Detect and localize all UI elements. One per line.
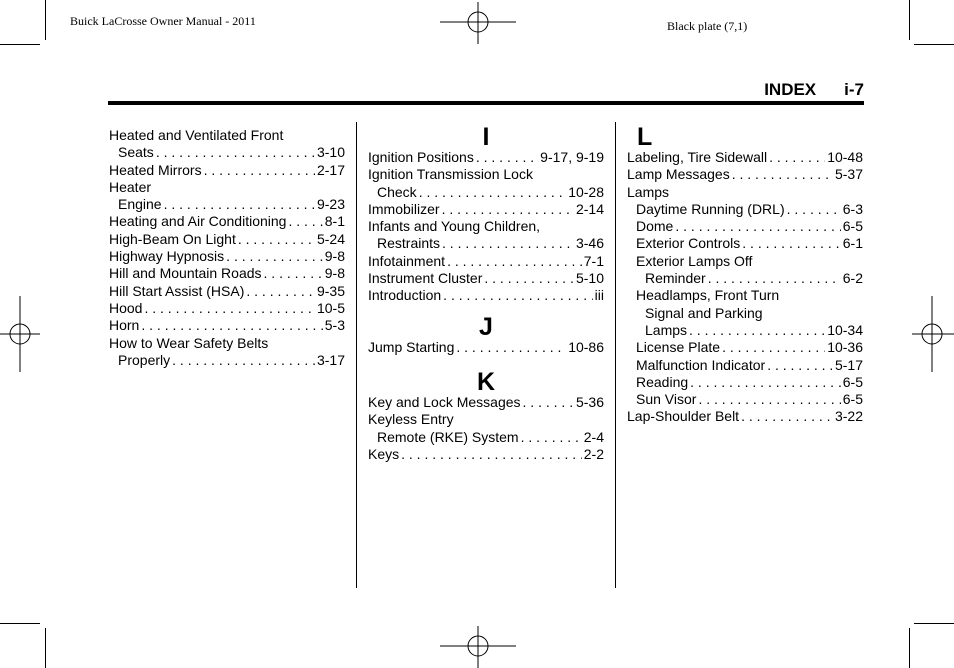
index-column-2 — [368, 125, 604, 463]
index-entry — [109, 335, 345, 352]
entry-page: 6-3 — [842, 200, 863, 217]
index-entry — [109, 162, 345, 179]
index-entry — [109, 248, 345, 265]
leader-dots — [288, 213, 322, 230]
section-heading — [764, 80, 864, 100]
crop-mark — [0, 44, 40, 45]
leader-dots — [484, 270, 574, 287]
entry-term: Highway Hypnosis — [109, 248, 225, 265]
leader-dots — [164, 196, 315, 213]
entry-term: Immobilizer — [368, 200, 440, 217]
entry-term: Ignition Transmission Lock — [368, 166, 533, 183]
leader-dots — [443, 287, 592, 304]
entry-page: 6-2 — [842, 270, 863, 287]
leader-dots — [238, 231, 315, 248]
entry-term: Keys — [368, 445, 400, 462]
entry-term: Jump Starting — [368, 338, 455, 355]
entry-term: Seats — [118, 144, 154, 161]
index-entry — [627, 287, 863, 304]
entry-page: 10-28 — [568, 183, 604, 200]
entry-term: Hill and Mountain Roads — [109, 265, 262, 282]
section-letter-i: I — [482, 123, 490, 151]
crop-mark — [909, 628, 910, 668]
entry-term: Horn — [109, 317, 140, 334]
crop-mark — [0, 623, 40, 624]
leader-dots — [442, 235, 574, 252]
section-l-entries — [627, 149, 863, 426]
crop-mark — [45, 0, 46, 40]
leader-dots — [204, 162, 315, 179]
index-entry — [109, 179, 345, 196]
index-entry — [368, 235, 604, 252]
entry-page: 5-37 — [834, 166, 863, 183]
leader-dots — [523, 394, 574, 411]
entry-term: Headlamps, Front Turn — [636, 287, 780, 304]
entry-term: Heating and Air Conditioning — [109, 213, 287, 230]
entry-term: Engine — [118, 196, 162, 213]
leader-dots — [741, 408, 833, 425]
leader-dots — [172, 352, 315, 369]
entry-term: Infants and Young Children, — [368, 218, 541, 235]
entry-term: Lamps — [645, 321, 688, 338]
index-entry — [627, 218, 863, 235]
entry-term: Sun Visor — [636, 391, 697, 408]
entry-page: 6-5 — [842, 373, 863, 390]
index-entry — [627, 408, 863, 425]
entry-page: 3-22 — [834, 408, 863, 425]
index-column-1 — [109, 127, 345, 369]
entry-page: 10-36 — [827, 339, 863, 356]
entry-term: Hood — [109, 299, 143, 316]
index-entry — [627, 357, 863, 374]
index-entry — [627, 184, 863, 201]
entry-page: 2-4 — [583, 428, 604, 445]
index-entry — [109, 213, 345, 230]
index-entry — [368, 184, 604, 201]
leader-dots — [769, 149, 825, 166]
index-entry — [627, 253, 863, 270]
index-entry — [368, 270, 604, 287]
entry-page: 6-5 — [842, 391, 863, 408]
plate-label: Black plate (7,1) — [667, 19, 748, 33]
index-entry — [627, 305, 863, 322]
entry-page: 10-48 — [827, 149, 863, 165]
header-rule — [108, 101, 864, 105]
index-entry — [109, 127, 345, 144]
entry-page: 2-14 — [575, 200, 604, 217]
leader-dots — [144, 300, 315, 317]
index-entry — [109, 317, 345, 334]
page-number: i-7 — [844, 80, 864, 99]
entry-term: Infotainment — [368, 252, 446, 269]
leader-dots — [708, 270, 841, 287]
entry-page: 9-8 — [324, 265, 345, 282]
leader-dots — [476, 149, 538, 166]
section-letter-k: K — [476, 367, 496, 396]
entry-term: Signal and Parking — [645, 304, 763, 321]
entry-term: Reading — [636, 373, 689, 390]
registration-mark-icon — [440, 2, 516, 44]
entry-page: 3-17 — [316, 351, 345, 368]
entry-term: Key and Lock Messages — [368, 393, 521, 410]
entry-page: 9-35 — [316, 282, 345, 299]
section-i-entries — [368, 149, 604, 305]
leader-dots — [264, 265, 323, 282]
entry-page: 5-24 — [316, 230, 345, 247]
leader-dots — [456, 339, 566, 356]
leader-dots — [689, 322, 825, 339]
entry-page: 5-10 — [575, 270, 604, 287]
index-entry — [109, 196, 345, 213]
entry-page: 5-36 — [575, 393, 604, 410]
entry-term: Lamp Messages — [627, 166, 730, 183]
section-title: INDEX — [764, 80, 817, 99]
entry-term: Keyless Entry — [368, 411, 454, 428]
entry-term: Heated and Ventilated Front — [109, 127, 284, 143]
entry-page: 3-46 — [575, 235, 604, 252]
section-letter-j: J — [479, 312, 493, 341]
entry-term: Remote (RKE) System — [377, 428, 519, 445]
index-entry — [627, 374, 863, 391]
index-entry — [627, 166, 863, 183]
entry-page: iii — [594, 287, 604, 304]
leader-dots — [742, 235, 841, 252]
entry-term: Introduction — [368, 287, 442, 304]
index-column-3 — [627, 125, 863, 426]
entry-page: 2-17 — [316, 161, 345, 178]
index-entry — [109, 144, 345, 161]
index-entry — [627, 235, 863, 252]
crop-mark — [914, 44, 954, 45]
entry-term: Daytime Running (DRL) — [636, 200, 785, 217]
entry-page: 8-1 — [324, 213, 345, 230]
registration-mark-icon — [0, 296, 40, 372]
section-j-entries — [368, 339, 604, 356]
entry-term: Restraints — [377, 235, 441, 252]
entry-page: 6-1 — [842, 235, 863, 252]
index-entry — [368, 394, 604, 411]
crop-mark — [45, 628, 46, 668]
entry-term: License Plate — [636, 339, 721, 356]
entry-term: Malfunction Indicator — [636, 356, 766, 373]
crop-mark — [914, 623, 954, 624]
entry-page: 9-23 — [316, 196, 345, 213]
leader-dots — [156, 144, 315, 161]
leader-dots — [767, 357, 833, 374]
index-entry — [627, 322, 863, 339]
entry-term: Exterior Controls — [636, 235, 741, 252]
entry-term: Lap-Shoulder Belt — [627, 408, 740, 425]
entry-page: 9-8 — [324, 248, 345, 265]
leader-dots — [401, 446, 582, 463]
index-entry — [627, 149, 863, 166]
index-entry — [109, 265, 345, 282]
entry-term: Lamps — [627, 183, 670, 200]
section-k-entries — [368, 394, 604, 463]
entry-page: 10-5 — [316, 299, 345, 316]
leader-dots — [675, 218, 840, 235]
index-entry — [368, 446, 604, 463]
entry-term: Labeling, Tire Sidewall — [627, 149, 768, 165]
index-entry — [368, 411, 604, 428]
index-entry — [368, 201, 604, 218]
index-entry — [109, 352, 345, 369]
leader-dots — [732, 166, 833, 183]
entry-page: 10-86 — [568, 338, 604, 355]
entry-term: Heater — [109, 178, 152, 195]
index-entry — [368, 166, 604, 183]
section-letter-l: L — [637, 123, 653, 151]
entry-term: How to Wear Safety Belts — [109, 334, 269, 351]
entry-term: Check — [377, 183, 417, 200]
entry-term: Ignition Positions — [368, 149, 474, 165]
entry-term: Hill Start Assist (HSA) — [109, 282, 245, 299]
entry-term: High-Beam On Light — [109, 230, 236, 247]
leader-dots — [419, 184, 567, 201]
leader-dots — [442, 201, 574, 218]
index-entry — [627, 201, 863, 218]
entry-page: 5-17 — [834, 356, 863, 373]
entry-page: 9-17, 9-19 — [540, 149, 604, 165]
index-entry — [109, 231, 345, 248]
entry-page: 6-5 — [842, 218, 863, 235]
leader-dots — [246, 283, 315, 300]
index-entry — [368, 287, 604, 304]
document-title: Buick LaCrosse Owner Manual - 2011 — [70, 14, 256, 28]
column-divider — [615, 122, 616, 588]
leader-dots — [226, 248, 323, 265]
leader-dots — [521, 429, 582, 446]
index-entry — [368, 218, 604, 235]
index-entry — [627, 270, 863, 287]
index-entry — [109, 300, 345, 317]
leader-dots — [447, 253, 582, 270]
index-entry — [368, 429, 604, 446]
leader-dots — [787, 201, 841, 218]
entry-page: 5-3 — [324, 317, 345, 334]
registration-mark-icon — [440, 626, 516, 668]
entry-term: Dome — [636, 218, 674, 235]
entry-term: Exterior Lamps Off — [636, 252, 753, 269]
index-entry — [368, 339, 604, 356]
entry-term: Properly — [118, 351, 171, 368]
index-entry — [627, 339, 863, 356]
index-entry — [627, 391, 863, 408]
leader-dots — [141, 317, 322, 334]
entry-term: Instrument Cluster — [368, 270, 483, 287]
index-entry — [368, 253, 604, 270]
crop-mark — [909, 0, 910, 40]
entry-term: Heated Mirrors — [109, 161, 202, 178]
entry-page: 2-2 — [583, 445, 604, 462]
column-divider — [356, 122, 357, 588]
entry-page: 3-10 — [316, 144, 345, 161]
entry-term: Reminder — [645, 270, 706, 287]
leader-dots — [698, 391, 840, 408]
entry-page: 10-34 — [827, 321, 863, 338]
index-entry — [368, 149, 604, 166]
entry-page: 7-1 — [583, 252, 604, 269]
index-entry — [109, 283, 345, 300]
registration-mark-icon — [912, 296, 954, 372]
leader-dots — [722, 339, 825, 356]
leader-dots — [690, 374, 841, 391]
